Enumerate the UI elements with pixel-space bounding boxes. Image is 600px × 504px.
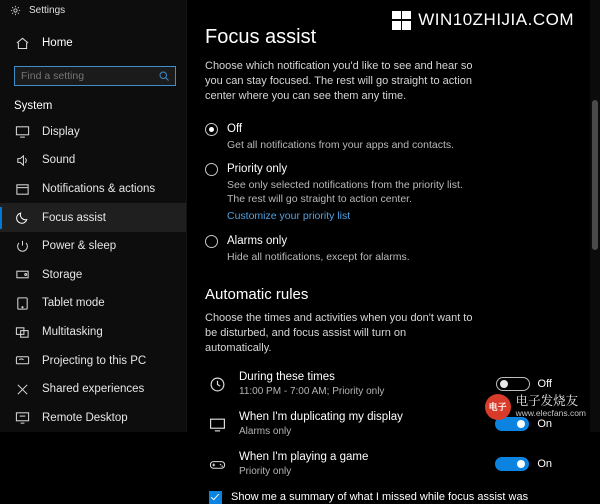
option-label: Off	[227, 123, 243, 135]
notifications-icon	[14, 181, 30, 197]
customize-priority-list-link[interactable]: Customize your priority list	[227, 210, 351, 222]
sidebar-item-label: Power & sleep	[42, 240, 117, 253]
sidebar-item-home[interactable]	[0, 29, 186, 58]
gamepad-icon	[209, 456, 231, 473]
sidebar-item-notifications-actions[interactable]	[0, 175, 186, 204]
search-input[interactable]	[14, 66, 176, 86]
toggle-during-these-times[interactable]	[496, 377, 530, 391]
summary-checkbox-label: Show me a summary of what I missed while focus assist was	[231, 491, 529, 503]
sidebar-item-multitasking[interactable]	[0, 318, 186, 347]
sidebar-item-projecting-to-this-pc[interactable]	[0, 346, 186, 375]
power-icon	[14, 238, 30, 254]
watermark-top-text: WIN10ZHIJIA.COM	[418, 10, 574, 29]
watermark-top	[392, 10, 574, 30]
rule-title: When I'm playing a game	[239, 451, 369, 463]
storage-icon	[14, 267, 30, 283]
sidebar-item-label: Focus assist	[42, 211, 106, 224]
watermark-bottom-sub: www.elecfans.com	[515, 408, 586, 418]
sidebar-item-label: Display	[42, 125, 80, 138]
sidebar-item-label: Multitasking	[42, 326, 103, 339]
option-description: See only selected notifications from the priority list. The rest will go straight to action center.	[227, 179, 463, 205]
rule-playing-a-game[interactable]	[205, 446, 578, 482]
toggle-state-label: On	[537, 418, 552, 430]
moon-icon	[14, 210, 30, 226]
radio-priority-only[interactable]	[205, 163, 218, 176]
option-label: Priority only	[227, 163, 288, 175]
toggle-state-label: On	[537, 458, 552, 470]
focus-assist-options	[205, 122, 578, 274]
option-priority-only[interactable]	[205, 162, 578, 234]
windows-logo-icon	[392, 11, 411, 30]
remote-desktop-icon	[14, 410, 30, 426]
sidebar-item-label: Sound	[42, 154, 76, 167]
vertical-scrollbar[interactable]	[590, 0, 600, 432]
sidebar-item-sound[interactable]	[0, 146, 186, 175]
shared-icon	[14, 381, 30, 397]
option-alarms-only[interactable]	[205, 234, 578, 274]
sidebar	[0, 0, 187, 432]
sidebar-item-label: Storage	[42, 268, 83, 281]
home-icon	[14, 35, 30, 51]
sound-icon	[14, 152, 30, 168]
sidebar-item-label: Tablet mode	[42, 297, 105, 310]
rule-subtitle: 11:00 PM - 7:00 AM; Priority only	[239, 386, 385, 397]
watermark-badge-icon: 电子	[485, 394, 511, 420]
sidebar-item-tablet-mode[interactable]	[0, 289, 186, 318]
display-icon	[14, 124, 30, 140]
rule-subtitle: Alarms only	[239, 426, 292, 437]
sidebar-item-label: Shared experiences	[42, 383, 145, 396]
option-label: Alarms only	[227, 235, 288, 247]
clock-icon	[209, 376, 231, 393]
summary-checkbox[interactable]	[209, 491, 222, 504]
search-container	[14, 66, 176, 86]
gear-icon	[10, 5, 21, 16]
sidebar-item-storage[interactable]	[0, 261, 186, 290]
main-content	[187, 0, 600, 503]
sidebar-item-label: Notifications & actions	[42, 183, 156, 196]
projecting-icon	[14, 353, 30, 369]
rule-subtitle: Priority only	[239, 466, 292, 477]
rule-title: During these times	[239, 371, 335, 383]
rule-title: When I'm duplicating my display	[239, 411, 403, 423]
multitasking-icon	[14, 324, 30, 340]
sidebar-item-label: Remote Desktop	[42, 411, 128, 424]
option-off[interactable]	[205, 122, 578, 162]
sidebar-item-shared-experiences[interactable]	[0, 375, 186, 404]
watermark-bottom	[485, 394, 586, 420]
toggle-state-label: Off	[537, 378, 552, 390]
sidebar-item-label: Projecting to this PC	[42, 354, 147, 367]
sidebar-home-label: Home	[42, 37, 73, 50]
watermark-bottom-title: 电子发烧友	[515, 394, 579, 408]
scrollbar-thumb[interactable]	[592, 100, 598, 250]
sidebar-item-focus-assist[interactable]	[0, 203, 186, 232]
summary-checkbox-row[interactable]	[205, 490, 578, 504]
sidebar-item-power-sleep[interactable]	[0, 232, 186, 261]
radio-off[interactable]	[205, 123, 218, 136]
radio-alarms-only[interactable]	[205, 235, 218, 248]
sidebar-item-display[interactable]	[0, 118, 186, 147]
page-description: Choose which notification you'd like to see and hear so you can stay focused. The rest will go straight to action center where you can see them any time.	[205, 60, 473, 102]
toggle-playing-a-game[interactable]	[495, 457, 529, 471]
option-description: Hide all notifications, except for alarms.	[227, 251, 410, 263]
sidebar-section-system: System	[14, 99, 53, 112]
automatic-rules-heading: Automatic rules	[205, 286, 309, 303]
monitor-icon	[209, 416, 231, 433]
page-title: Focus assist	[205, 26, 317, 48]
option-description: Get all notifications from your apps and contacts.	[227, 139, 455, 151]
tablet-icon	[14, 295, 30, 311]
automatic-rules-description: Choose the times and activities when you don't want to be disturbed, and focus assist will turn on automatically.	[205, 312, 473, 354]
window-title: Settings	[29, 4, 66, 16]
sidebar-item-remote-desktop[interactable]	[0, 404, 186, 433]
title-bar	[0, 0, 186, 21]
